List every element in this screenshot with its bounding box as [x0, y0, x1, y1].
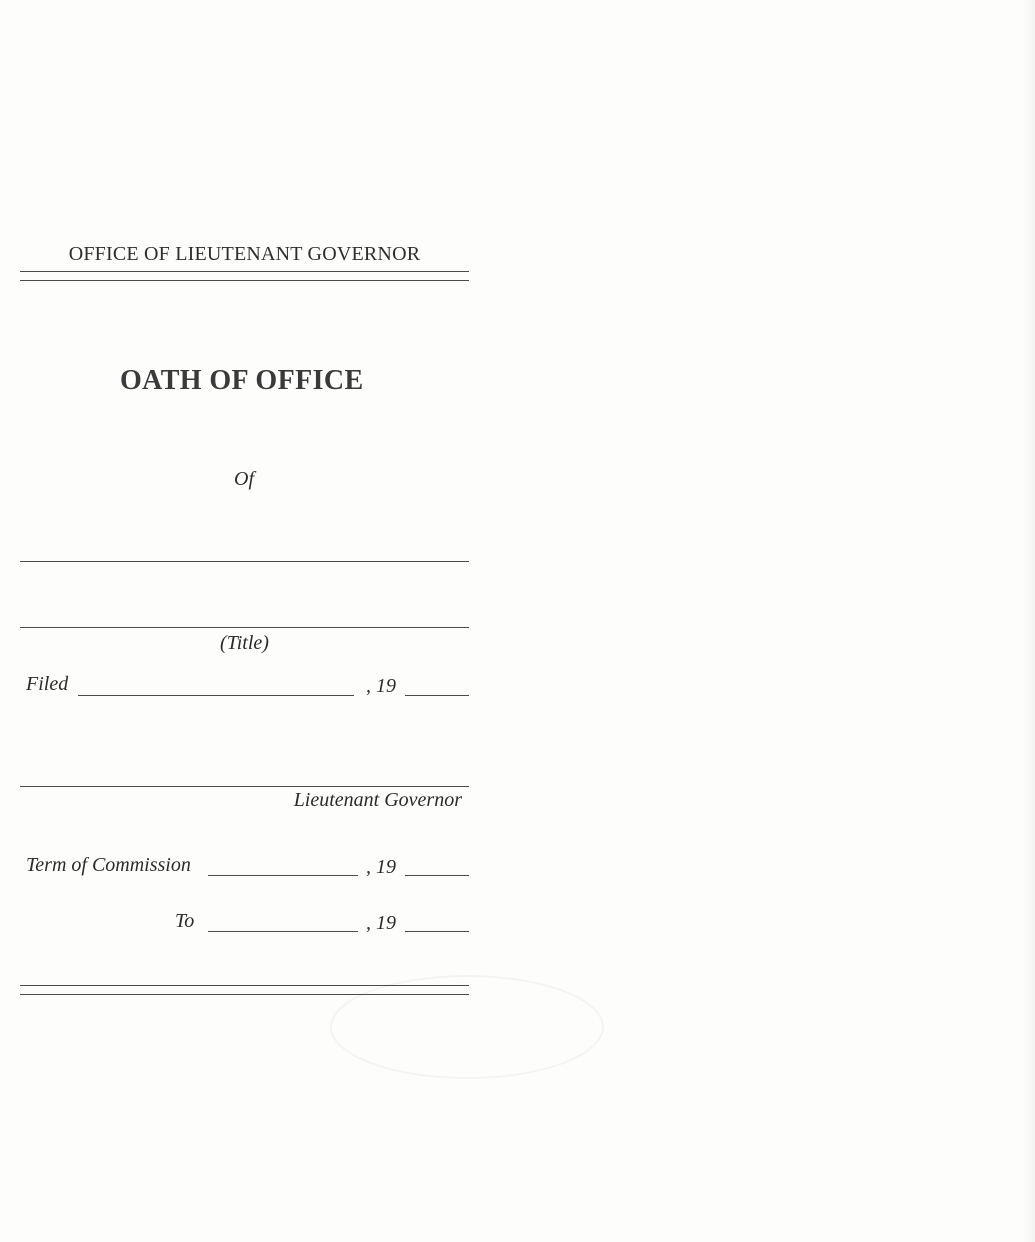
name-line[interactable]	[20, 561, 469, 562]
document-title: OATH OF OFFICE	[120, 365, 364, 396]
office-heading: OFFICE OF LIEUTENANT GOVERNOR	[68, 243, 421, 265]
term-date-line[interactable]	[208, 875, 358, 876]
filed-label: Filed	[26, 673, 69, 695]
bleed-through-seal	[330, 975, 604, 1079]
to-year-prefix: , 19	[366, 912, 396, 934]
term-label: Term of Commission	[26, 854, 191, 876]
term-year-line[interactable]	[405, 875, 469, 876]
term-year-prefix: , 19	[366, 856, 396, 878]
page-edge	[1023, 0, 1035, 1242]
to-label: To	[175, 910, 195, 932]
of-label: Of	[234, 468, 254, 490]
signature-line[interactable]	[20, 786, 469, 787]
filed-year-prefix: , 19	[366, 675, 396, 697]
title-label: (Title)	[220, 632, 269, 654]
to-date-line[interactable]	[208, 931, 358, 932]
heading-rule-bottom	[20, 280, 469, 281]
footer-rule-bottom	[20, 994, 469, 995]
heading-rule-top	[20, 271, 469, 272]
filed-year-line[interactable]	[405, 695, 469, 696]
title-line[interactable]	[20, 627, 469, 628]
footer-rule-top	[20, 985, 469, 986]
filed-date-line[interactable]	[78, 695, 354, 696]
to-year-line[interactable]	[405, 931, 469, 932]
signer-label: Lieutenant Governor	[293, 789, 462, 811]
